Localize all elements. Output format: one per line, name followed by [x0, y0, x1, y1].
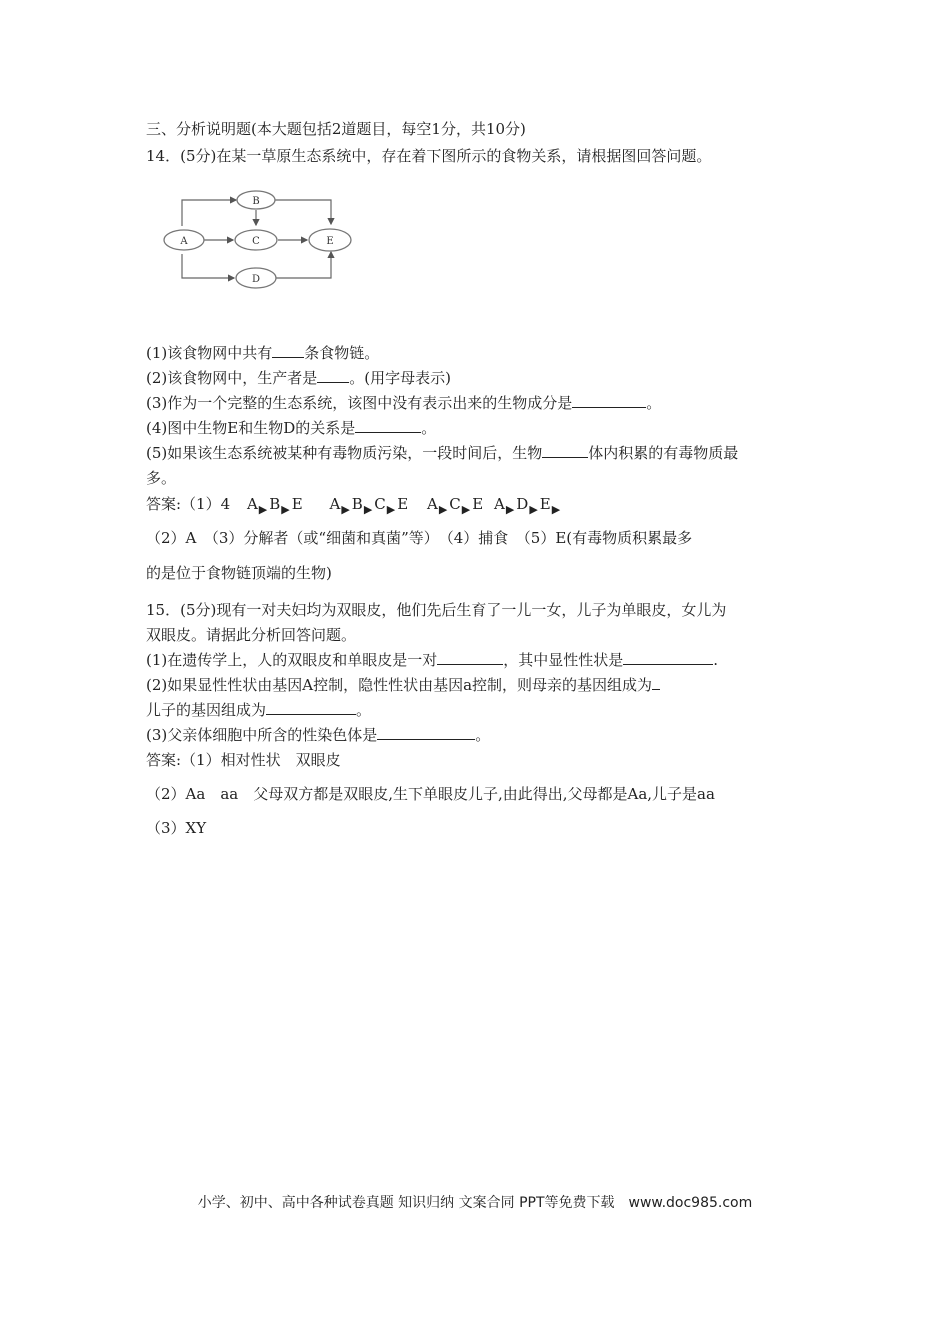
chain-node: A	[329, 495, 341, 513]
q15-sub2-text-a: (2)如果显性性状由基因A控制，隐性性状由基因a控制，则母亲的基因组成为	[146, 676, 653, 694]
q15-sub2-cont	[146, 700, 371, 720]
arrow-icon: ▶	[363, 503, 373, 516]
q14-sub5-blank	[542, 443, 588, 458]
q14-sub2	[146, 368, 451, 388]
q14-sub4-blank	[355, 418, 421, 433]
q15-sub2-blank-2	[266, 700, 356, 715]
edge-a-b	[182, 200, 236, 226]
node-e	[309, 229, 351, 251]
node-e-label: E	[326, 236, 334, 247]
edge-b-e	[275, 200, 331, 224]
q14-sub1-blank	[272, 343, 304, 358]
chain-node: A	[493, 495, 505, 513]
q14-sub4	[146, 418, 436, 438]
chain-2	[329, 495, 413, 516]
q15-answer-line2: （2）Aa aa 父母双方都是双眼皮,生下单眼皮儿子,由此得出,父母都是Aa,儿子是aa	[146, 785, 715, 803]
chain-4	[493, 495, 562, 516]
q15-sub1	[146, 650, 718, 670]
node-a	[164, 230, 204, 250]
q14-sub1-text-a: (1)该食物网中共有	[146, 344, 273, 362]
chain-node: E	[291, 495, 303, 513]
node-b-label: B	[252, 196, 260, 207]
chain-node: B	[269, 495, 281, 513]
food-web-diagram	[160, 188, 360, 298]
q14-answer-label: 答案:（1）4	[146, 495, 231, 513]
chain-node: D	[516, 495, 529, 513]
q14-sub1-text-b: 条食物链。	[304, 344, 380, 362]
arrow-icon: ▶	[386, 503, 396, 516]
q14-answer-line2: （2）A （3）分解者（或“细菌和真菌”等） （4）捕食 （5）E(有毒物质积累最多	[146, 529, 693, 547]
q14-stem: 14．(5分)在某一草原生态系统中，存在着下图所示的食物关系，请根据图回答问题。	[146, 147, 712, 165]
node-c	[235, 230, 277, 250]
section-heading: 三、分析说明题(本大题包括2道题目，每空1分，共10分)	[146, 120, 526, 138]
chain-1	[246, 495, 308, 516]
q14-sub2-blank	[317, 368, 349, 383]
q15-sub2-text-b: 儿子的基因组成为	[146, 701, 267, 719]
arrow-icon: ▶	[341, 503, 350, 516]
q14-sub5-text-a: (5)如果该生态系统被某种有毒物质污染，一段时间后，生物	[146, 444, 543, 462]
q14-sub4-text-a: (4)图中生物E和生物D的关系是	[146, 419, 356, 437]
q14-sub5-text-b: 体内积累的有毒物质最	[588, 444, 739, 462]
arrow-icon: ▶	[551, 503, 561, 516]
q14-sub5-cont: 多。	[146, 469, 177, 487]
arrow-icon: ▶	[438, 503, 448, 516]
node-c-label: C	[252, 236, 260, 247]
q14-sub4-text-b: 。	[421, 419, 437, 437]
q14-sub2-text-a: (2)该食物网中，生产者是	[146, 369, 318, 387]
arrow-icon: ▶	[461, 503, 471, 516]
edge-a-d	[182, 254, 234, 278]
chain-node: E	[397, 495, 409, 513]
q14-sub3-blank	[572, 393, 646, 408]
q15-answer-line3: （3）XY	[146, 819, 207, 837]
node-a-label: A	[180, 236, 188, 247]
chain-node: C	[449, 495, 461, 513]
q14-sub3	[146, 393, 661, 413]
q15-sub3-blank	[377, 725, 475, 740]
edge-d-e	[276, 252, 331, 278]
q15-stem-line2: 双眼皮。请据此分析回答问题。	[146, 626, 357, 644]
arrow-icon: ▶	[281, 503, 290, 516]
arrow-icon: ▶	[529, 503, 538, 516]
q14-sub2-text-b: 。(用字母表示)	[349, 369, 451, 387]
arrow-icon: ▶	[505, 503, 515, 516]
chain-node: E	[472, 495, 484, 513]
page-footer: 小学、初中、高中各种试卷真题 知识归纳 文案合同 PPT等免费下载 www.doc985.com	[197, 1195, 753, 1211]
q14-answer-line1	[146, 494, 562, 516]
q15-sub1-text-c: .	[713, 651, 719, 669]
q14-sub3-text-b: 。	[646, 394, 662, 412]
q15-sub2-text-c: 。	[356, 701, 372, 719]
chain-node: B	[351, 495, 363, 513]
q15-sub2	[146, 675, 660, 695]
node-b	[237, 191, 275, 209]
node-d	[236, 268, 276, 288]
q15-answer-line1: 答案:（1）相对性状 双眼皮	[146, 751, 341, 769]
chain-node: A	[426, 495, 438, 513]
node-d-label: D	[251, 274, 261, 285]
q14-answer-line3: 的是位于食物链顶端的生物)	[146, 564, 332, 582]
q15-sub1-blank-2	[623, 650, 713, 665]
chain-3	[426, 495, 488, 516]
q15-sub1-text-a: (1)在遗传学上，人的双眼皮和单眼皮是一对	[146, 651, 438, 669]
q15-sub2-blank-1	[652, 675, 660, 690]
q15-sub3-text-a: (3)父亲体细胞中所含的性染色体是	[146, 726, 378, 744]
q15-sub3	[146, 725, 490, 745]
q15-sub1-text-b: ，其中显性性状是	[503, 651, 624, 669]
q15-sub3-text-b: 。	[475, 726, 491, 744]
q15-stem-line1: 15．(5分)现有一对夫妇均为双眼皮，他们先后生育了一儿一女，儿子为单眼皮，女儿为	[146, 601, 727, 619]
chain-node: E	[539, 495, 551, 513]
q14-sub3-text-a: (3)作为一个完整的生态系统，该图中没有表示出来的生物成分是	[146, 394, 573, 412]
q14-sub1	[146, 343, 379, 363]
chain-node: C	[374, 495, 386, 513]
q15-sub1-blank-1	[437, 650, 503, 665]
q14-sub5	[146, 443, 738, 463]
chain-node: A	[246, 495, 258, 513]
arrow-icon: ▶	[258, 503, 268, 516]
